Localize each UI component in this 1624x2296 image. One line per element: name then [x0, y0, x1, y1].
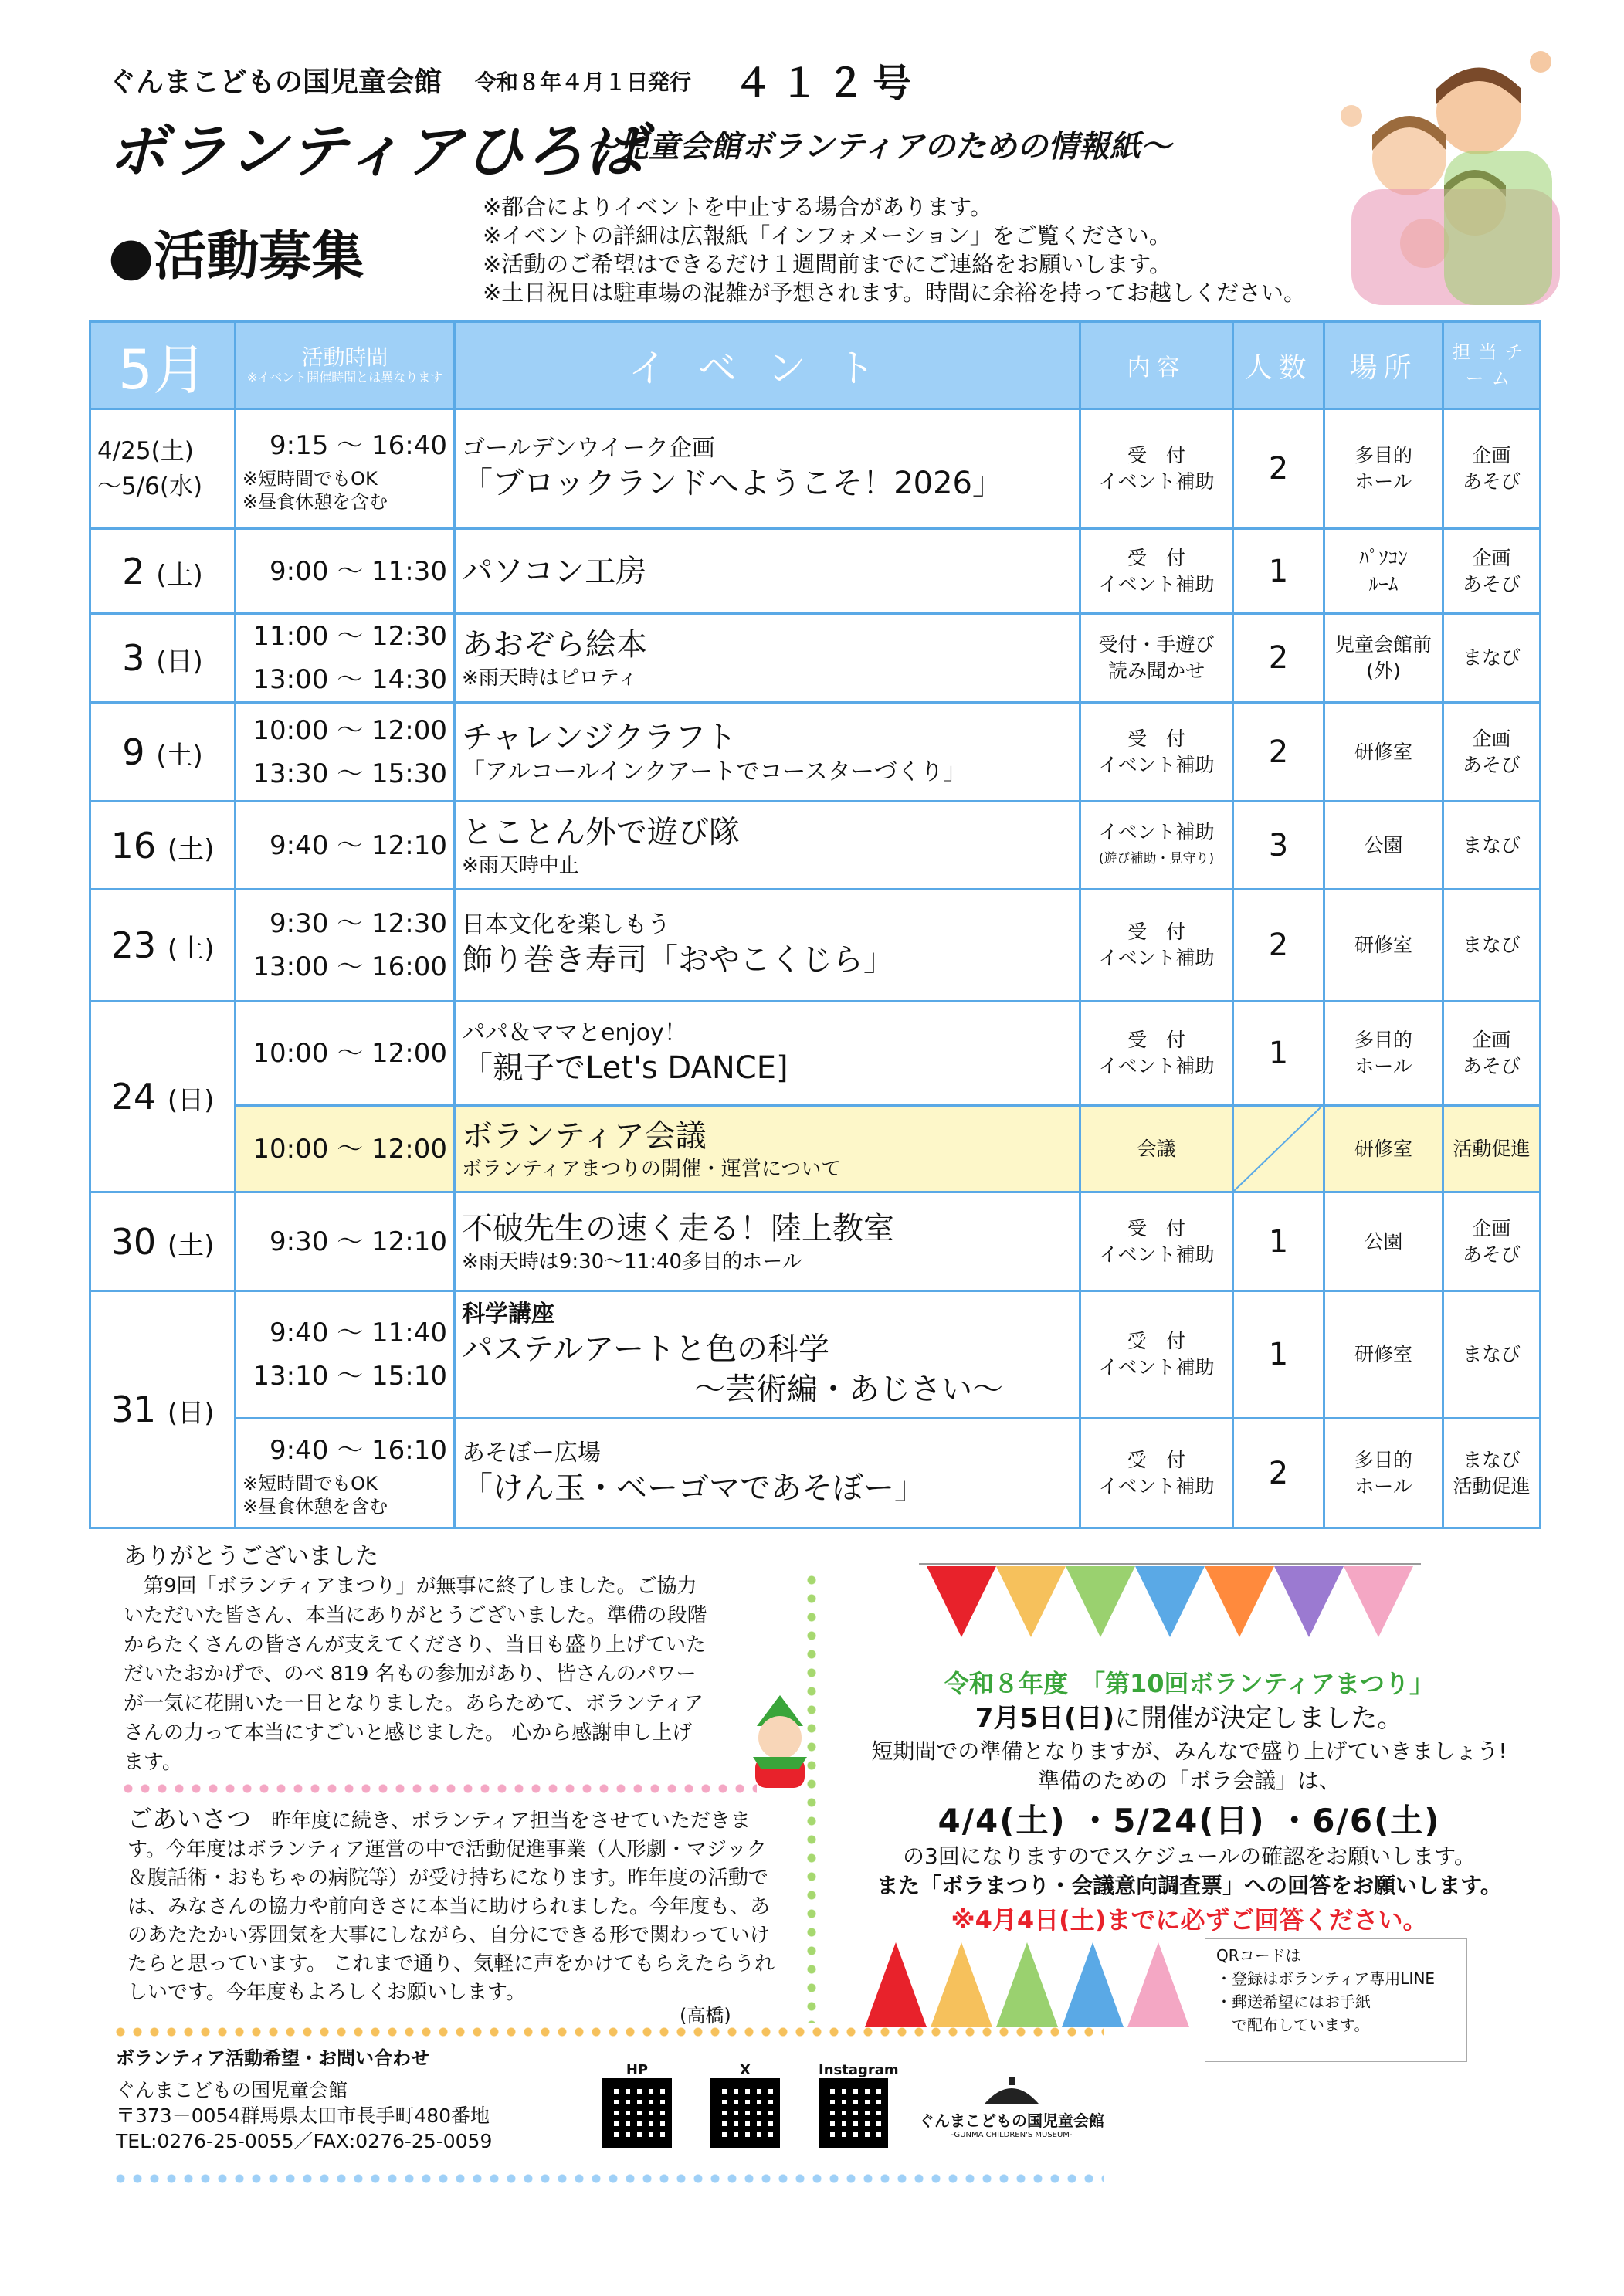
team-cell: 企画 あそび: [1443, 529, 1541, 614]
table-row: [90, 890, 1541, 1002]
team-cell: まなび: [1443, 802, 1541, 890]
place-cell: 研修室: [1324, 703, 1443, 802]
place-cell: 児童会館前 (外): [1324, 614, 1443, 703]
table-row-meeting: [90, 1106, 1541, 1192]
time-header: 活動時間 ※イベント開催時間とは異なります: [236, 322, 455, 409]
count-cell: 1: [1233, 1291, 1324, 1419]
issue-date: 令和８年４月１日発行: [475, 70, 692, 95]
event-cell: パソコン工房: [455, 529, 1080, 614]
table-row: [90, 802, 1541, 890]
contact-block: [116, 2077, 492, 2154]
team-header: 担当チーム: [1443, 322, 1541, 409]
content-cell: 受 付 イベント補助: [1080, 703, 1233, 802]
content-cell: 受付・手遊び 読み聞かせ: [1080, 614, 1233, 703]
place-cell: 公園: [1324, 802, 1443, 890]
time-cell: 9:15 ～ 16:40 ※短時間でもOK ※昼食休憩を含む: [236, 409, 455, 529]
date-cell: 16 (土): [90, 802, 236, 890]
greeting-label: ごあいさつ: [127, 1804, 252, 1833]
count-cell: 3: [1233, 802, 1324, 890]
issue-number: ４１２号: [734, 61, 919, 106]
place-cell: 研修室: [1324, 890, 1443, 1002]
table-row: [90, 1291, 1541, 1419]
content-cell: イベント補助 (遊び補助・見守り): [1080, 802, 1233, 890]
notice-list: [483, 193, 1306, 307]
date-cell: 23 (土): [90, 890, 236, 1002]
festival-announcement: [842, 1664, 1537, 1936]
contact-phone: TEL:0276-25-0055／FAX:0276-25-0059: [116, 2130, 493, 2152]
date-cell: 2 (土): [90, 529, 236, 614]
table-row: [90, 703, 1541, 802]
count-cell: 2: [1233, 890, 1324, 1002]
deadline-notice: ※4月4日(土)までに必ずご回答ください。: [951, 1905, 1428, 1935]
team-cell: まなび: [1443, 890, 1541, 1002]
content-cell: 受 付 イベント補助: [1080, 1291, 1233, 1419]
table-row: [90, 614, 1541, 703]
count-cell: 2: [1233, 409, 1324, 529]
team-cell: まなび: [1443, 614, 1541, 703]
count-cell: 2: [1233, 703, 1324, 802]
content-cell: 受 付 イベント補助: [1080, 1192, 1233, 1291]
team-cell: まなび: [1443, 1291, 1541, 1419]
thanks-heading: ありがとうございました: [124, 1543, 378, 1570]
count-cell: 2: [1233, 1419, 1324, 1528]
event-cell: 科学講座 パステルアートと色の科学 ～芸術編・あじさい～: [455, 1291, 1080, 1419]
content-cell: 会議: [1080, 1106, 1233, 1192]
date-cell: 24 (日): [90, 1002, 236, 1192]
count-cell: 1: [1233, 529, 1324, 614]
count-cell: 2: [1233, 614, 1324, 703]
family-illustration: [1328, 42, 1560, 309]
notice-item: ※イベントの詳細は広報紙「インフォメーション」をご覧ください。: [483, 222, 1171, 249]
table-row: [90, 529, 1541, 614]
content-cell: 受 付 イベント補助: [1080, 1419, 1233, 1528]
place-cell: ﾊﾟｿｺﾝ ﾙｰﾑ: [1324, 529, 1443, 614]
event-header: イベント: [455, 322, 1080, 409]
table-header-row: [90, 322, 1541, 409]
contact-address: 〒373－0054群馬県太田市長手町480番地: [116, 2104, 490, 2127]
time-cell: 9:40 ～ 11:40 13:10 ～ 15:10: [236, 1291, 455, 1419]
thanks-body: 第9回「ボランティアまつり」が無事に終了しました。ご協力いただいた皆さん、本当にありがとうございました。準備の段階からたくさんの皆さんが支えてくださり、当日も盛り上げていただいたおかげで、のべ 819 名もの参加があり、皆さんのパワーが一気に花開いた一日となりました。あらためて、ボランティアさんの力って本当にすごいと感じました。 心から感謝申し上げます。: [124, 1575, 707, 1774]
team-cell: まなび 活動促進: [1443, 1419, 1541, 1528]
festival-line: 短期間での準備となりますが、みんなで盛り上げていきましょう!: [871, 1738, 1507, 1764]
qr-x[interactable]: X: [710, 2062, 780, 2148]
time-cell: 9:30 ～ 12:10: [236, 1192, 455, 1291]
festival-line: 準備のための「ボラ会議」は、: [1037, 1768, 1341, 1793]
meeting-dates: 4/4(土) ・5/24(日) ・6/6(土): [937, 1802, 1441, 1840]
content-cell: 受 付 イベント補助: [1080, 529, 1233, 614]
month-header: 5月: [90, 322, 236, 409]
place-header: 場所: [1324, 322, 1443, 409]
time-cell: 9:30 ～ 12:30 13:00 ～ 16:00: [236, 890, 455, 1002]
time-cell: 9:00 ～ 11:30: [236, 529, 455, 614]
qr-code-icon[interactable]: [602, 2078, 672, 2148]
qr-note-line: で配布しています。: [1216, 2016, 1370, 2034]
time-cell: 9:40 ～ 12:10: [236, 802, 455, 890]
qr-code-icon[interactable]: [710, 2078, 780, 2148]
content-header: 内容: [1080, 322, 1233, 409]
festival-date-line: 7月5日(日)に開催が決定しました。: [975, 1703, 1404, 1734]
event-cell: ゴールデンウイーク企画 「ブロックランドへようこそ！2026」: [455, 409, 1080, 529]
table-row: [90, 409, 1541, 529]
event-cell: あおぞら絵本 ※雨天時はピロティ: [455, 614, 1080, 703]
org-name: ぐんまこどもの国児童会館: [108, 66, 442, 98]
bunting-triangles: [857, 1942, 1197, 2031]
place-cell: 研修室: [1324, 1106, 1443, 1192]
greeting-body: 昨年度に続き、ボランティア担当をさせていただきます。今年度はボランティア運営の中で活動促進事業（人形劇・マジック＆腹話術・おもちゃの病院等）が受け持ちになります。昨年度の活動では、みなさんの協力や前向きさに本当に助けられました。今年度も、あのあたたかい雰囲気を大事にしながら、自分にできる形で関わっていけたらと思っています。 これまで通り、気軽に声をかけてもらえたらうれしいです。今年度もよろしくお願いします。: [127, 1809, 775, 2004]
time-cell: 10:00 ～ 12:00: [236, 1106, 455, 1192]
event-cell: チャレンジクラフト 「アルコールインクアートでコースターづくり」: [455, 703, 1080, 802]
date-cell: 3 (日): [90, 614, 236, 703]
event-cell: パパ＆ママとenjoy！ 「親子でLet's DANCE]: [455, 1002, 1080, 1106]
qr-note-line: QRコードは: [1216, 1946, 1301, 1965]
team-cell: 活動促進: [1443, 1106, 1541, 1192]
bunting-flags: [919, 1560, 1421, 1653]
place-cell: 多目的 ホール: [1324, 409, 1443, 529]
time-cell: 10:00 ～ 12:00 13:30 ～ 15:30: [236, 703, 455, 802]
contact-heading: ボランティア活動希望・お問い合わせ: [116, 2047, 430, 2069]
team-cell: 企画 あそび: [1443, 409, 1541, 529]
contact-org: ぐんまこどもの国児童会館: [116, 2079, 348, 2101]
table-row: [90, 1002, 1541, 1106]
date-cell: 4/25(土) ～5/6(水): [90, 409, 236, 529]
event-cell: ボランティア会議 ボランティアまつりの開催・運営について: [455, 1106, 1080, 1192]
event-cell: 日本文化を楽しもう 飾り巻き寿司「おやこくじら」: [455, 890, 1080, 1002]
dot-divider: [124, 1784, 757, 1793]
greeting-block: [127, 1805, 776, 2007]
team-cell: 企画 あそび: [1443, 1002, 1541, 1106]
museum-logo: ぐんまこどもの国児童会館 -GUNMA CHILDREN'S MUSEUM-: [919, 2077, 1104, 2139]
event-cell: あそぼー広場 「けん玉・ベーゴマであそぼー」: [455, 1419, 1080, 1528]
section-title: ●活動募集: [108, 226, 364, 287]
content-cell: 受 付 イベント補助: [1080, 1002, 1233, 1106]
notice-item: ※都合によりイベントを中止する場合があります。: [483, 194, 992, 220]
dome-icon: [981, 2077, 1043, 2105]
dot-divider: [116, 2174, 1104, 2183]
newsletter-title: ボランティアひろば: [108, 117, 646, 185]
event-cell: 不破先生の速く走る！陸上教室 ※雨天時は9:30～11:40多目的ホール: [455, 1192, 1080, 1291]
count-cell: 1: [1233, 1002, 1324, 1106]
schedule-table: [89, 320, 1541, 1529]
time-cell: 9:40 ～ 16:10 ※短時間でもOK ※昼食休憩を含む: [236, 1419, 455, 1528]
content-cell: 受 付 イベント補助: [1080, 890, 1233, 1002]
time-cell: 10:00 ～ 12:00: [236, 1002, 455, 1106]
date-cell: 9 (土): [90, 703, 236, 802]
festival-title: 令和８年度 「第10回ボランティアまつり」: [944, 1669, 1434, 1698]
notice-item: ※土日祝日は駐車場の混雑が予想されます。時間に余裕を持ってお越しください。: [483, 280, 1306, 306]
count-cell: 1: [1233, 1192, 1324, 1291]
newsletter-subtitle: ～児童会館ボランティアのための情報紙～: [587, 129, 1171, 164]
qr-note-line: ・登録はボランティア専用LINE: [1216, 1969, 1436, 1988]
qr-note-line: ・郵送希望にはお手紙: [1216, 1992, 1371, 2011]
notice-item: ※活動のご希望はできるだけ１週間前までにご連絡をお願いします。: [483, 251, 1171, 277]
count-cell-empty: [1233, 1106, 1324, 1192]
table-row: [90, 1419, 1541, 1528]
place-cell: 多目的 ホール: [1324, 1419, 1443, 1528]
place-cell: 研修室: [1324, 1291, 1443, 1419]
time-cell: 11:00 ～ 12:30 13:00 ～ 14:30: [236, 614, 455, 703]
qr-instagram[interactable]: Instagram: [819, 2062, 888, 2148]
festival-line: また「ボラまつり・会議意向調査票」への回答をお願いします。: [876, 1873, 1502, 1898]
team-cell: 企画 あそび: [1443, 703, 1541, 802]
date-cell: 30 (土): [90, 1192, 236, 1291]
qr-hp[interactable]: HP: [602, 2062, 672, 2148]
dot-divider-vertical: [807, 1575, 816, 2023]
greeting-signature: (高橋): [680, 2005, 731, 2026]
festival-line: の3回になりますのでスケジュールの確認をお願いします。: [903, 1843, 1476, 1869]
qr-note-box: [1205, 1938, 1467, 2062]
place-cell: 多目的 ホール: [1324, 1002, 1443, 1106]
diagonal-slash: [1234, 1107, 1321, 1191]
date-cell: 31 (日): [90, 1291, 236, 1528]
count-header: 人数: [1233, 322, 1324, 409]
table-row: [90, 1192, 1541, 1291]
content-cell: 受 付 イベント補助: [1080, 409, 1233, 529]
qr-code-icon[interactable]: [819, 2078, 888, 2148]
event-cell: とことん外で遊び隊 ※雨天時中止: [455, 802, 1080, 890]
team-cell: 企画 あそび: [1443, 1192, 1541, 1291]
place-cell: 公園: [1324, 1192, 1443, 1291]
